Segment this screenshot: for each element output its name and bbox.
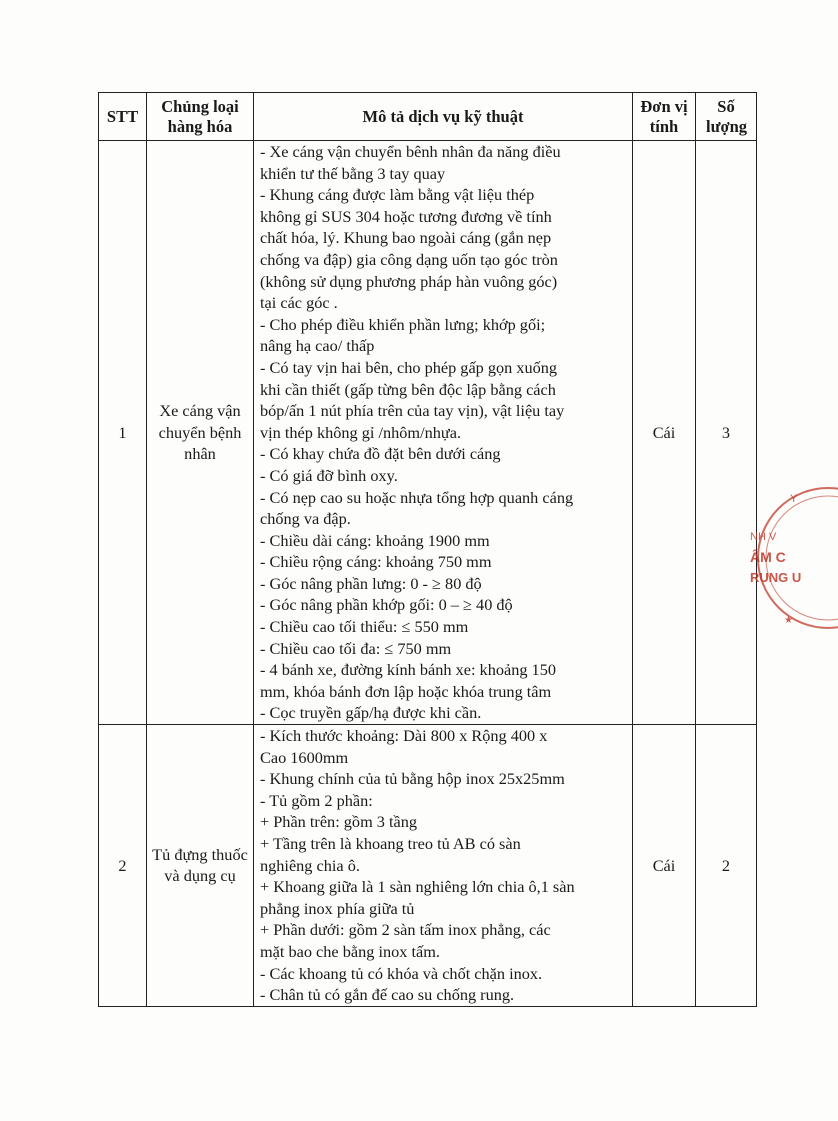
row-description (254, 141, 633, 725)
svg-text:★: ★ (784, 615, 793, 626)
row-unit: Cái (633, 141, 696, 725)
header-technical-description: Mô tả dịch vụ kỹ thuật (254, 93, 633, 141)
description-line: - Khung cáng được làm bằng vật liệu thép (260, 185, 535, 205)
description-line: Cao 1600mm (260, 747, 349, 767)
table-row (99, 141, 757, 725)
description-line: khiển tư thế bằng 3 tay quay (260, 163, 446, 183)
description-line: chống va đập) gia công dạng uốn tạo góc tròn (260, 249, 558, 269)
row-description (254, 725, 633, 1007)
description-line: + Khoang giữa là 1 sàn nghiêng lớn chia ô,1 sàn (260, 877, 575, 897)
description-line: - Chiều rộng cáng: khoảng 750 mm (260, 552, 492, 572)
description-line: - 4 bánh xe, đường kính bánh xe: khoảng 150 (260, 660, 556, 680)
header-quantity: Số lượng (696, 93, 757, 141)
description-line: nâng hạ cao/ thấp (260, 336, 375, 356)
row-unit: Cái (633, 725, 696, 1007)
header-row (99, 93, 757, 141)
description-line: - Chiều cao tối thiểu: ≤ 550 mm (260, 617, 469, 637)
red-seal-stamp (748, 478, 838, 638)
description-line: - Góc nâng phần khớp gối: 0 – ≥ 40 độ (260, 595, 513, 615)
description-line: mm, khóa bánh đơn lập hoặc khóa trung tâm (260, 681, 552, 701)
description-line: - Có khay chứa đồ đặt bên dưới cáng (260, 444, 501, 464)
header-stt: STT (99, 93, 147, 141)
description-line: + Phần dưới: gồm 2 sàn tấm inox phẳng, các (260, 920, 551, 940)
description-line: - Khung chính của tủ bằng hộp inox 25x25mm (260, 769, 565, 789)
specification-table (98, 92, 757, 1007)
description-line: - Chiều cao tối đa: ≤ 750 mm (260, 638, 452, 658)
row-goods-type: Xe cáng vận chuyển bệnh nhân (147, 141, 254, 725)
description-line: tại các góc . (260, 293, 338, 313)
row-quantity: 3 (696, 141, 757, 725)
header-goods-type: Chủng loại hàng hóa (147, 93, 254, 141)
svg-text:NH V: NH V (750, 531, 777, 543)
header-unit: Đơn vị tính (633, 93, 696, 141)
row-stt: 1 (99, 141, 147, 725)
description-line: - Chiều dài cáng: khoảng 1900 mm (260, 530, 490, 550)
description-line: chống va đập. (260, 509, 351, 529)
description-line: + Tầng trên là khoang treo tủ AB có sàn (260, 834, 521, 853)
description-line: - Có nẹp cao su hoặc nhựa tổng hợp quanh cáng (260, 487, 574, 507)
description-line: + Phần trên: gồm 3 tầng (260, 812, 418, 832)
description-line: - Xe cáng vận chuyển bênh nhân đa năng điều (260, 142, 561, 161)
description-line: - Cọc truyền gấp/hạ được khi cần. (260, 703, 482, 723)
description-line: - Chân tủ có gắn đế cao su chống rung. (260, 985, 515, 1005)
description-line: khi cần thiết (gấp từng bên độc lập bằng cách (260, 379, 556, 399)
svg-text:RUNG U: RUNG U (750, 570, 802, 585)
row-stt: 2 (99, 725, 147, 1007)
description-line: phẳng inox phía giữa tủ (260, 898, 415, 918)
svg-text:Y: Y (790, 493, 798, 505)
row-quantity: 2 (696, 725, 757, 1007)
description-line: - Có tay vịn hai bên, cho phép gấp gọn xuống (260, 357, 558, 377)
description-line: vịn thép không gỉ /nhôm/nhựa. (260, 422, 462, 442)
description-line: (không sử dụng phương pháp hàn vuông góc) (260, 271, 558, 291)
table-row (99, 725, 757, 1007)
svg-text:ÂM C: ÂM C (750, 549, 786, 565)
description-line: - Góc nâng phần lưng: 0 - ≥ 80 độ (260, 573, 482, 593)
description-line: mặt bao che bằng inox tấm. (260, 941, 440, 961)
description-line: bóp/ấn 1 nút phía trên của tay vịn), vật liệu tay (260, 401, 565, 421)
row-goods-type: Tủ đựng thuốc và dụng cụ (147, 725, 254, 1007)
description-line: - Tủ gồm 2 phần: (260, 790, 373, 810)
description-line: - Các khoang tủ có khóa và chốt chặn inox. (260, 963, 543, 983)
description-line: chất hóa, lý. Khung bao ngoài cáng (gắn nẹp (260, 228, 552, 248)
description-line: - Có giá đỡ bình oxy. (260, 465, 398, 485)
description-line: - Kích thước khoảng: Dài 800 x Rộng 400 x (260, 726, 548, 746)
description-line: không gỉ SUS 304 hoặc tương đương về tính (260, 206, 552, 226)
description-line: nghiêng chia ô. (260, 855, 360, 875)
description-line: - Cho phép điều khiển phần lưng; khớp gối; (260, 314, 546, 334)
